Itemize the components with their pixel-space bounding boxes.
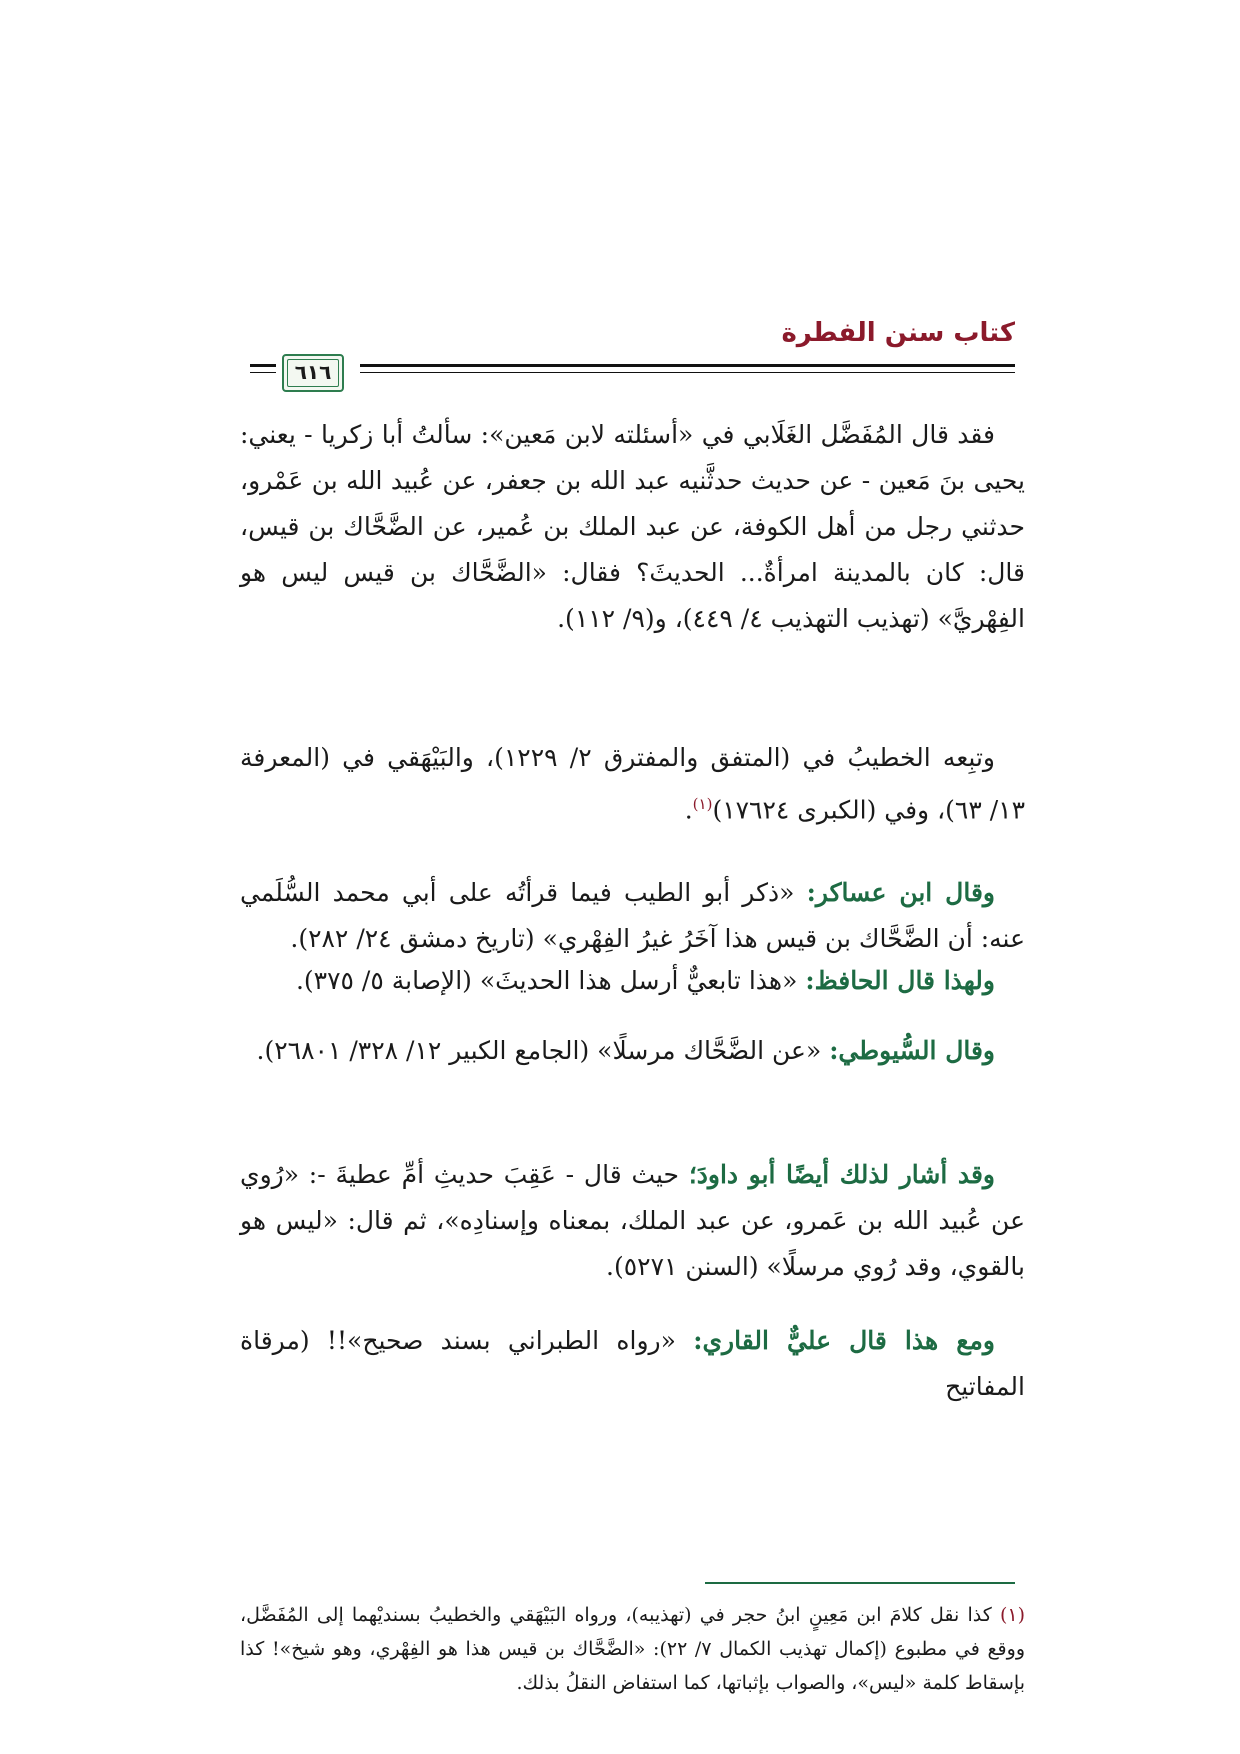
paragraph-tail: .	[684, 795, 693, 825]
speaker-name: وقال ابن عساكر:	[806, 878, 995, 907]
book-title: كتاب سنن الفطرة	[781, 318, 1015, 348]
speaker-name: ولهذا قال الحافظ:	[805, 966, 995, 995]
page-header	[250, 318, 1015, 398]
paragraph-5	[240, 1028, 1025, 1074]
paragraph-2	[240, 735, 1025, 833]
paragraph-text: «هذا تابعيٌّ أرسل هذا الحديثَ» (الإصابة ٥/ ٣٧٥).	[295, 966, 798, 995]
paragraph-1	[240, 412, 1025, 642]
speaker-name: ومع هذا قال عليٌّ القاري:	[693, 1326, 996, 1355]
paragraph-text: «ذكر أبو الطيب فيما قرأتُه على أبي محمد السُّلَمي عنه: أن الضَّحَّاك بن قيس هذا آخَرُ غيرُ الفِهْري» (تاريخ دمشق ٢٤/ ٢٨٢).	[240, 878, 1025, 953]
paragraph-text: «عن الضَّحَّاك مرسلًا» (الجامع الكبير ١٢/ ٣٢٨/ ٢٦٨٠١).	[256, 1036, 822, 1065]
paragraph-text: وتبِعه الخطيبُ في (المتفق والمفترق ٢/ ١٢٢٩)، والبَيْهَقي في (المعرفة ١٣/ ٦٣)، وفي (الكبرى ١٧٦٢٤)	[240, 743, 1025, 825]
speaker-name: وقد أشار لذلك أيضًا أبو داودَ؛	[688, 1160, 995, 1189]
speaker-name: وقال السُّيوطي:	[829, 1036, 995, 1065]
paragraph-6	[240, 1152, 1025, 1290]
page-number-badge	[282, 354, 344, 392]
footnote-number: (١)	[999, 1604, 1026, 1626]
page-number: ٦١٦	[294, 360, 332, 384]
paragraph-text: «رواه الطبراني بسند صحيح»!! (مرقاة المفاتيح	[240, 1326, 1025, 1401]
footnote-reference[interactable]: (١)	[692, 795, 713, 813]
footnote	[240, 1598, 1025, 1700]
header-rule-left-bottom	[250, 372, 276, 373]
header-rule-bottom	[360, 372, 1015, 373]
paragraph-3	[240, 870, 1025, 962]
header-rule-top	[360, 364, 1015, 367]
header-rule-left-top	[250, 364, 276, 367]
paragraph-4	[240, 958, 1025, 1004]
paragraph-text: فقد قال المُفَضَّل الغَلَابي في «أسئلته لابن مَعين»: سألتُ أبا زكريا - يعني: يحيى بنَ مَعين - عن حديث حدثَّنيه عبد الله بن جعفر، عن عُبيد الله بن عَمْرو، حدثني رجل من أهل الكوفة، عن عبد الملك بن عُمير، عن الضَّحَّاك بن قيس، قال: كان بالمدينة امرأةٌ... الحديثَ؟ فقال: «الضَّحَّاك بن قيس ليس هو الفِهْريَّ» (تهذيب التهذيب ٤/ ٤٤٩)، و(٩/ ١١٢).	[240, 420, 1025, 633]
footnote-text: كذا نقل كلامَ ابن مَعِينٍ ابنُ حجر في (تهذيبه)، ورواه البَيْهَقي والخطيبُ بسنديْهما إلى المُفَضَّل، ووقع في مطبوع (إكمال تهذيب الكمال ٧/ ٢٢): «الضَّحَّاك بن قيس هذا هو الفِهْري، وهو شيخ»! كذا بإسقاط كلمة «ليس»، والصواب بإثباتها، كما استفاض النقلُ بذلك.	[240, 1604, 1025, 1694]
paragraph-text: حيث قال - عَقِبَ حديثِ أمِّ عطيةَ -: «رُوي عن عُبيد الله بن عَمرو، عن عبد الملك، بمعناه وإسنادِه»، ثم قال: «ليس هو بالقوي، وقد رُوي مرسلًا» (السنن ٥٢٧١).	[240, 1160, 1025, 1281]
footnote-separator	[705, 1582, 1015, 1584]
paragraph-7	[240, 1318, 1025, 1410]
